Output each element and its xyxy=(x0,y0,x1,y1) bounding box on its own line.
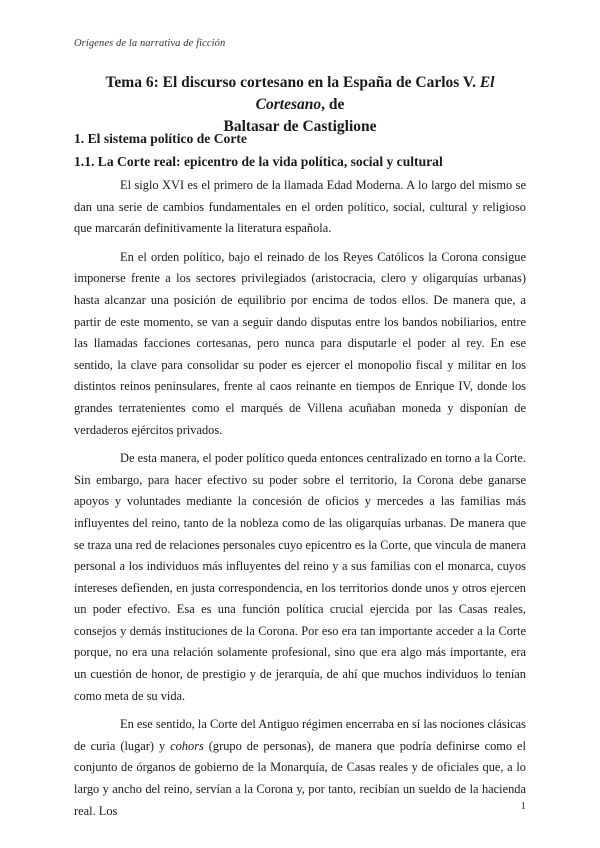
paragraph-4 xyxy=(74,714,526,822)
title-line1-text: Tema 6: El discurso cortesano en la España de Carlos V. xyxy=(105,74,480,91)
paragraph-4-end: (grupo de personas), de manera que podría definirse como el conjunto de órganos de gobierno de la Monarquía, de Casas reales y de oficiales que, a lo largo y ancho del reino, servían a la Corona y, por tanto, recibían un sueldo de la hacienda real. Los xyxy=(74,738,526,818)
paragraph-4-italic: cohors xyxy=(170,738,204,753)
title-line1-end: , de xyxy=(321,96,345,113)
paragraph-1: El siglo XVI es el primero de la llamada Edad Moderna. A lo largo del mismo se dan una serie de cambios fundamentales en el orden político, social, cultural y religioso que marcarán definitivamente la literatura española. xyxy=(74,178,526,236)
paragraph-4-start: En ese sentido, la Corte del Antiguo régimen encerraba en sí las nociones clásicas de curia (lugar) y xyxy=(74,717,526,753)
title-line2: Baltasar de Castiglione xyxy=(223,118,377,135)
title-italic-work: El Cortesano xyxy=(255,74,495,113)
paragraph-3: De esta manera, el poder político queda entonces centralizado en torno a la Corte. Sin embargo, para hacer efectivo su poder sobre el territorio, la Corona debe ganarse apoyos y voluntades mediante la concesión de oficios y mercedes a las familias más influyentes del reino, tanto de la nobleza como de las oligarquías urbanas. De manera que se traza una red de relaciones personales cuyo epicentro es la Corte, que vincula de manera personal a los individuos más influyentes del reino y a sus familias con el monarca, cuyos intereses defienden, en justa correspondencia, en los territorios donde unos y otros ejercen un poder efectivo. Esa es una función política crucial ejercida por las Casas reales, consejos y demás instituciones de la Corona. Por eso era tan importante acceder a la Corte porque, no era una relación solamente profesional, sino que era algo más importante, era un cuestión de honor, de prestigio y de jerarquía, de ahí que muchos individuos lo tenían como meta de su vida. xyxy=(74,451,526,703)
running-header: Orígenes de la narrativa de ficción xyxy=(74,38,226,49)
body-text xyxy=(74,175,526,829)
subsection-heading: 1.1. La Corte real: epicentro de la vida política, social y cultural xyxy=(74,154,443,169)
document-title xyxy=(74,72,526,138)
page-number: 1 xyxy=(520,800,526,812)
paragraph-2: En el orden político, bajo el reinado de los Reyes Católicos la Corona consigue imponerse frente a los sectores privilegiados (aristocracia, clero y oligarquías urbanas) hasta alcanzar una posición de equilibrio por encima de todos ellos. De manera que, a partir de este momento, se van a seguir dando disputas entre los bandos nobiliarios, entre las llamadas facciones cortesanas, pero nunca para disputarle el poder al rey. En ese sentido, la clave para consolidar su poder es ejercer el monopolio fiscal y militar en los distintos reinos peninsulares, frente al caos reinante en tiempos de Enrique IV, donde los grandes terratenientes como el marqués de Villena acuñaban moneda y disponían de verdaderos ejércitos privados. xyxy=(74,249,526,437)
section-heading: 1. El sistema político de Corte xyxy=(74,131,247,146)
